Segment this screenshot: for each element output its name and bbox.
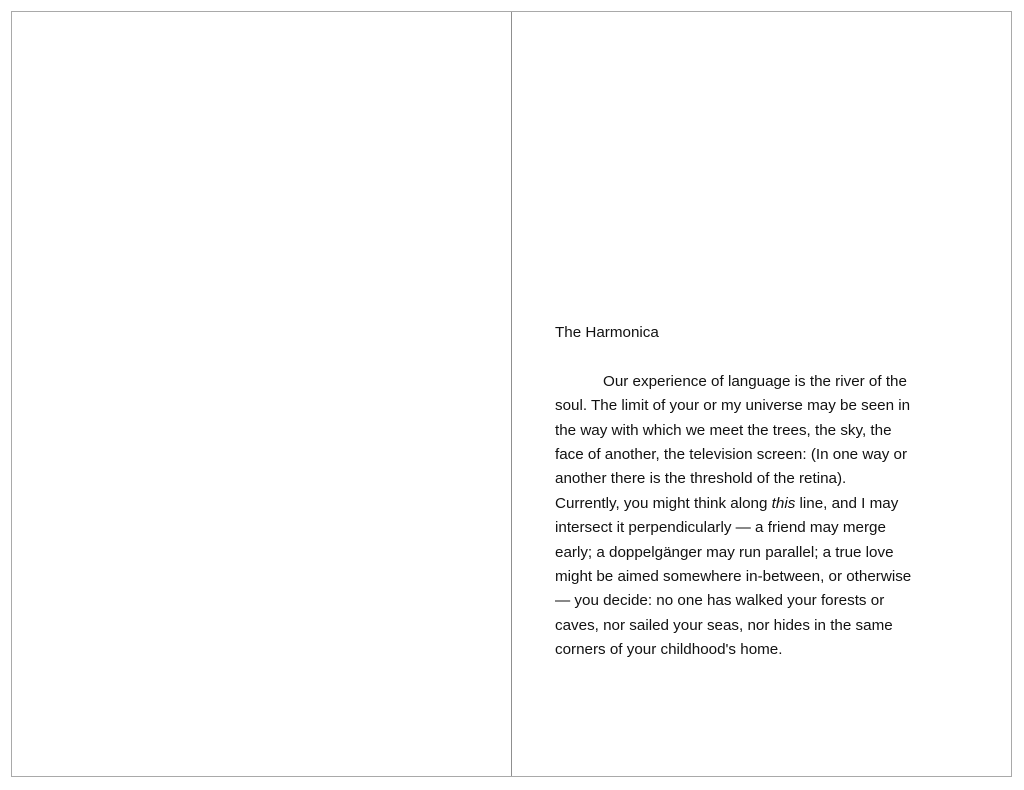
body-paragraph [555, 370, 945, 663]
paragraph-line: early; a doppelgänger may run parallel; a true love [555, 543, 894, 561]
left-page [12, 12, 512, 776]
book-spread [11, 11, 1012, 777]
document-title: The Harmonica [555, 324, 659, 341]
paragraph-line: might be aimed somewhere in-between, or otherwise [555, 568, 912, 586]
paragraph-line [555, 370, 945, 394]
paragraph-line: face of another, the television screen: (In one way or [555, 446, 908, 464]
page-content [555, 321, 945, 663]
paragraph-line: another there is the threshold of the retina). [555, 470, 847, 488]
paragraph-line: corners of your childhood's home. [555, 641, 783, 659]
right-page [512, 12, 1011, 776]
paragraph-line: the way with which we meet the trees, the sky, the [555, 421, 892, 439]
paragraph-line: caves, nor sailed your seas, nor hides in the same [555, 616, 893, 634]
italic-emphasis: this [771, 494, 796, 512]
line-text: line, and I may [795, 494, 899, 512]
paragraph-line: intersect it perpendicularly — a friend may merge [555, 519, 886, 537]
line-text: Our experience of language is the river of the [603, 372, 907, 390]
paragraph-line [555, 492, 945, 516]
paragraph-line: soul. The limit of your or my universe may be seen in [555, 397, 911, 415]
title-spacing [555, 345, 945, 369]
line-text: Currently, you might think along [555, 494, 772, 512]
paragraph-line: — you decide: no one has walked your forests or [555, 592, 885, 610]
